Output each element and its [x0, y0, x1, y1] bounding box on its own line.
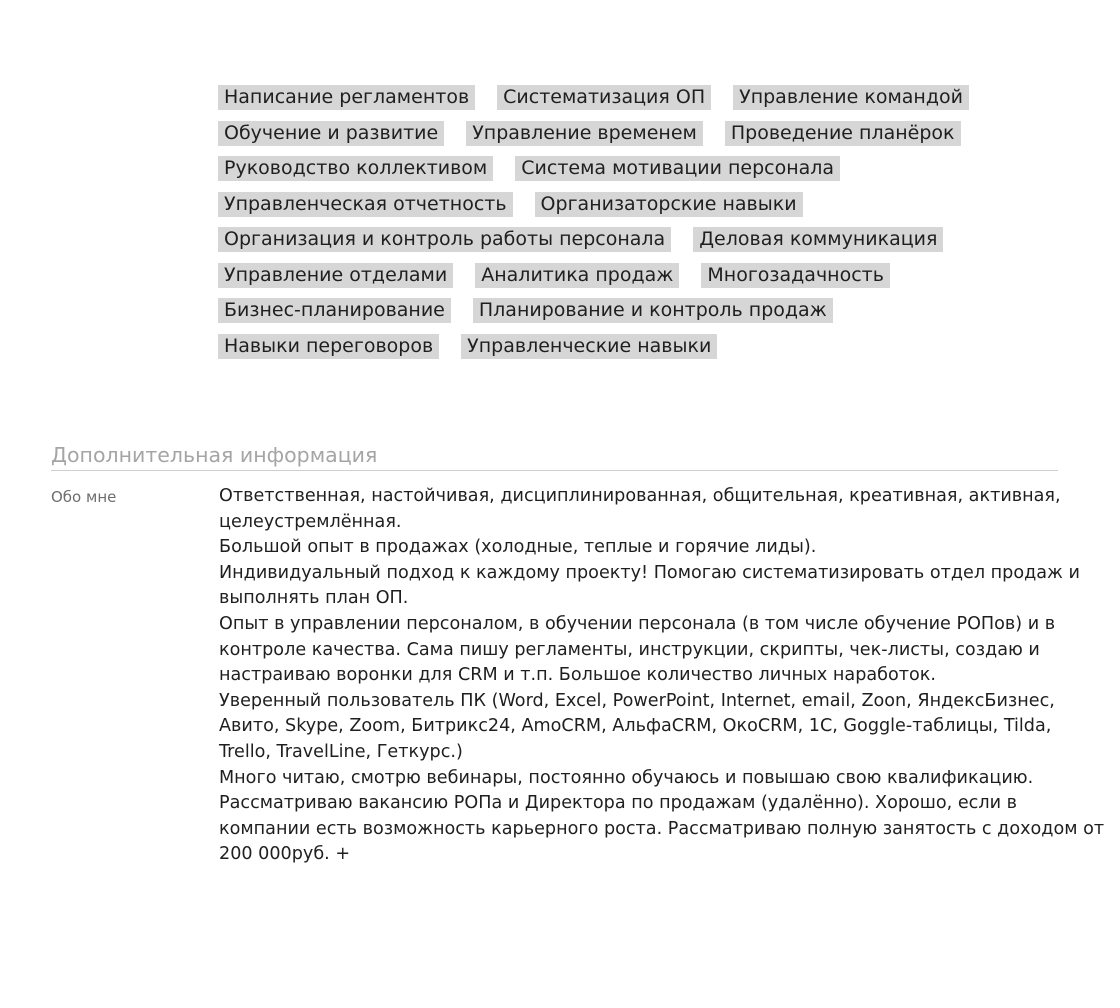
skills-row	[218, 227, 1038, 263]
about-line: компании есть возможность карьерного роста. Рассматриваю полную занятость с доходом от	[219, 818, 1105, 839]
about-line: Опыт в управлении персоналом, в обучении персонала (в том числе обучение РОПов) и в	[219, 613, 1056, 634]
skill-tag: Организация и контроль работы персонала	[218, 227, 671, 252]
skill-tag: Управленческие навыки	[461, 334, 717, 359]
about-line: Авито, Skype, Zoom, Битрикс24, AmoCRM, АльфаCRM, ОкоCRM, 1С, Goggle-таблицы, Tilda,	[219, 716, 1052, 737]
skill-tag: Написание регламентов	[218, 85, 475, 110]
about-line: целеустремлённая.	[219, 511, 402, 532]
skills-row	[218, 121, 1038, 157]
about-line: Ответственная, настойчивая, дисциплинированная, общительная, креативная, активная,	[219, 486, 1061, 506]
skill-tag: Аналитика продаж	[475, 263, 679, 288]
section-title-additional-info: Дополнительная информация	[51, 441, 1058, 471]
skill-tag: Бизнес-планирование	[218, 298, 451, 323]
skill-tag: Управленческая отчетность	[218, 192, 513, 217]
skills-row	[218, 156, 1038, 192]
about-line: Много читаю, смотрю вебинары, постоянно обучаюсь и повышаю свою квалификацию.	[219, 767, 1034, 788]
skills-list	[218, 85, 1038, 369]
about-line: Большой опыт в продажах (холодные, теплые и горячие лиды).	[219, 537, 817, 558]
about-line: выполнять план ОП.	[219, 588, 409, 609]
about-line: Индивидуальный подход к каждому проекту! Помогаю систематизировать отдел продаж и	[219, 562, 1080, 583]
skill-tag: Деловая коммуникация	[693, 227, 943, 252]
about-line: 200 000руб. +	[219, 844, 351, 865]
skill-tag: Многозадачность	[701, 263, 890, 288]
skill-tag: Система мотивации персонала	[515, 156, 840, 181]
skill-tag: Управление временем	[466, 121, 703, 146]
skill-tag: Управление отделами	[218, 263, 453, 288]
skills-row	[218, 263, 1038, 299]
skills-row	[218, 334, 1038, 370]
about-line: Trello, TravelLine, Геткурс.)	[219, 741, 463, 762]
skills-row	[218, 192, 1038, 228]
skill-tag: Планирование и контроль продаж	[473, 298, 833, 323]
about-line: настраиваю воронки для CRM и т.п. Большое количество личных наработок.	[219, 665, 937, 686]
skill-tag: Навыки переговоров	[218, 334, 439, 359]
about-line: контроле качества. Сама пишу регламенты, инструкции, скрипты, чек-листы, создаю и	[219, 639, 1040, 660]
about-text	[219, 484, 1105, 868]
skill-tag: Управление командой	[733, 85, 969, 110]
about-line: Уверенный пользователь ПК (Word, Excel, PowerPoint, Internet, email, Zoon, ЯндексБизнес,	[219, 690, 1055, 711]
skill-tag: Руководство коллективом	[218, 156, 493, 181]
about-label: Обо мне	[51, 488, 117, 506]
about-line: Рассматриваю вакансию РОПа и Директора по продажам (удалённо). Хорошо, если в	[219, 793, 1017, 814]
skill-tag: Организаторские навыки	[535, 192, 803, 217]
skills-row	[218, 85, 1038, 121]
skills-row	[218, 298, 1038, 334]
skill-tag: Проведение планёрок	[725, 121, 961, 146]
skill-tag: Систематизация ОП	[497, 85, 711, 110]
skill-tag: Обучение и развитие	[218, 121, 444, 146]
